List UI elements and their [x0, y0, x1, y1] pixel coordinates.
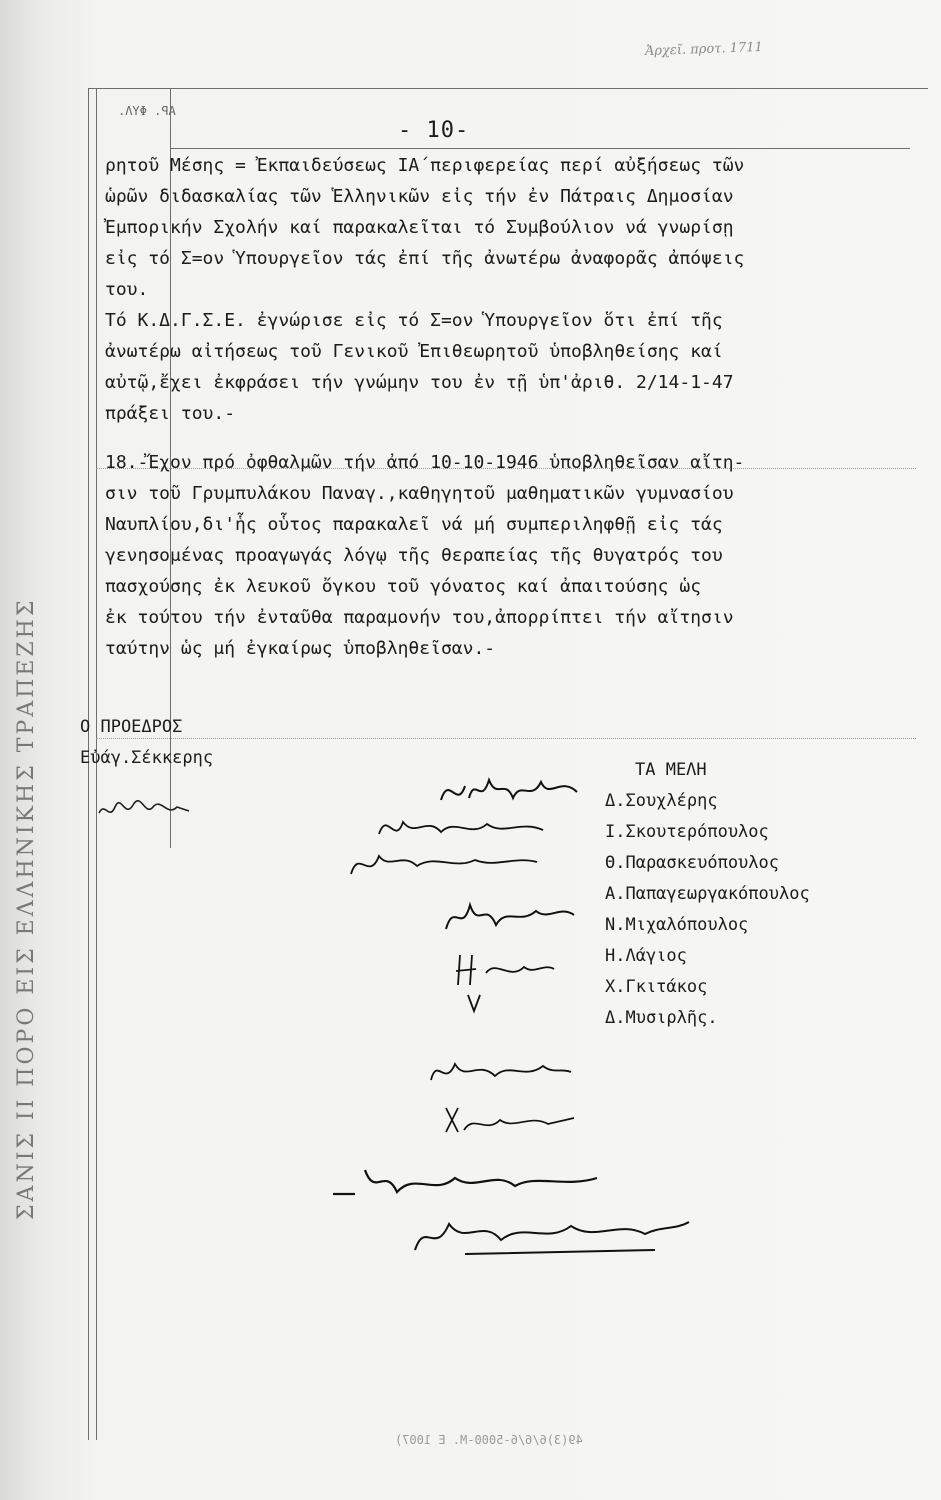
signature-member-3: [345, 842, 545, 882]
body-line: ὡρῶν διδασκαλίας τῶν Ἑλληνικῶν εἰς τήν ἐν Πάτραις Δημοσίαν: [105, 186, 734, 207]
body-line: ταύτην ὡς μή ἐγκαίρως ὑποβληθεῖσαν.-: [105, 638, 496, 659]
signature-president: [95, 795, 195, 825]
body-line: ἀνωτέρω αἰτήσεως τοῦ Γενικοῦ Ἐπιθεωρητοῦ ὑποβληθείσης καί: [105, 341, 723, 362]
page-number: - 10-: [398, 118, 470, 143]
top-left-mark: ΑΡ. ΦΥΛ.: [118, 104, 176, 118]
body-line: 18.-Ἔχον πρό ὀφθαλμῶν τήν ἀπό 10-10-1946 ὑποβληθεῖσαν αἴτη-: [105, 452, 745, 473]
footer-imprint: 49(3)6/6/6-5000-M. E 1007): [395, 1433, 583, 1447]
member-name: Θ.Παρασκευόπουλος: [605, 853, 779, 873]
body-line: εἰς τό Σ=ον Ὑπουργεῖον τάς ἐπί τῆς ἀνωτέρω ἀναφορᾶς ἀπόψεις: [105, 248, 745, 269]
body-line: Ἐμπορικήν Σχολήν καί παρακαλεῖται τό Συμβούλιον νά γνωρίσῃ: [105, 217, 734, 238]
member-name: Ν.Μιχαλόπουλος: [605, 915, 749, 935]
body-line: γενησομένας προαγωγάς λόγῳ τῆς θεραπείας τῆς θυγατρός του: [105, 545, 723, 566]
president-block: [80, 712, 213, 774]
top-right-note: Ἀρχεῖ. προτ. 1711: [644, 39, 764, 60]
body-line: πασχούσης ἐκ λευκοῦ ὄγκου τοῦ γόνατος καί ἀπαιτούσης ὡς: [105, 576, 702, 597]
body-line: ρητοῦ Μέσης = Ἐκπαιδεύσεως ΙΑ΄περιφερείας περί αὐξήσεως τῶν: [105, 155, 745, 176]
body-text: [105, 150, 905, 664]
left-margin-print: ΣΑΝΙΣ ΙΙ ΠΟΡΟ ΕΙΣ ΕΛΛΗΝΙΚΗΣ ΤΡΑΠΕΖΗΣ: [14, 597, 39, 1220]
signature-member-7: [440, 1100, 580, 1140]
page-number-rule: [170, 148, 910, 149]
member-name: Ι.Σκουτερόπουλος: [605, 822, 769, 842]
signature-member-4: [440, 895, 580, 940]
members-title: ΤΑ ΜΕΛΗ: [635, 760, 707, 780]
dotted-rule-2: [96, 738, 916, 739]
body-line: Ναυπλίου,δι'ἧς οὗτος παρακαλεῖ νά μή συμπεριληφθῇ εἰς τάς: [105, 514, 723, 535]
president-title: Ο ΠΡΟΕΔΡΟΣ: [80, 717, 183, 737]
body-line: σιν τοῦ Γρυμπυλάκου Παναγ.,καθηγητοῦ μαθηματικῶν γυμνασίου: [105, 483, 734, 504]
member-name: Δ.Σουχλέρης: [605, 791, 718, 811]
signature-member-5: [450, 945, 560, 1015]
signature-member-9: [405, 1200, 695, 1260]
body-line: του.: [105, 279, 149, 300]
header-rule: [88, 88, 928, 89]
body-line: ἐκ τούτου τήν ἐνταῦθα παραμονήν του,ἀπορρίπτει τήν αἴτησιν: [105, 607, 734, 628]
body-line: πράξει του.-: [105, 403, 236, 424]
member-name: Χ.Γκιτάκος: [605, 977, 708, 997]
body-line: Τό Κ.Δ.Γ.Σ.Ε. ἐγνώρισε εἰς τό Σ=ον Ὑπουργεῖον ὅτι ἐπί τῆς: [105, 310, 723, 331]
members-block: [605, 755, 810, 1034]
member-name: Η.Λάγιος: [605, 946, 687, 966]
member-name: Δ.Μυσιρλῆς.: [605, 1008, 718, 1028]
body-line: [105, 429, 905, 447]
signature-member-6: [425, 1050, 575, 1095]
body-line: αὐτῷ,ἔχει ἐκφράσει τήν γνώμην του ἐν τῇ ὑπ'ἀριθ. 2/14-1-47: [105, 372, 734, 393]
president-name: Εὐάγ.Σέκκερης: [80, 748, 214, 768]
member-name: Α.Παπαγεωργακόπουλος: [605, 884, 810, 904]
